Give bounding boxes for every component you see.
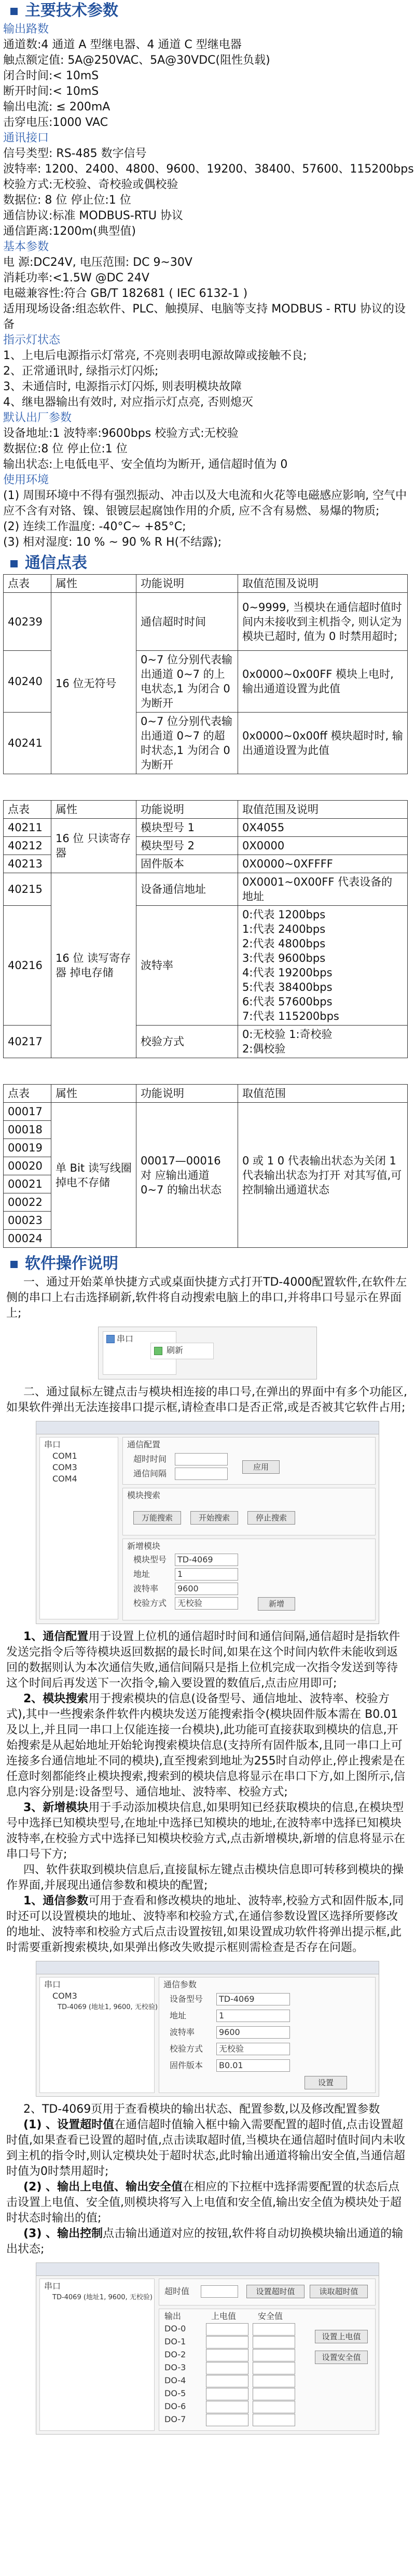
table-header-row: [4, 1085, 408, 1103]
port-root: 串口: [44, 1980, 61, 1989]
table-header-cell: 属性: [51, 575, 136, 593]
safe-value-select[interactable]: [253, 2388, 295, 2400]
spec-line: 消耗功率:<1.5W @DC 24V: [3, 272, 149, 284]
table-cell: 0X0000: [238, 837, 408, 855]
paragraph: (3) 、输出控制点击输出通道对应的按钮,软件将自动切换模块输出通道的输出状态;: [6, 2227, 404, 2256]
table-cell: 00017: [4, 1103, 51, 1121]
set-timeout-button[interactable]: 设置超时值: [246, 2285, 305, 2298]
table-cell: 40213: [4, 855, 51, 873]
field-label: 校验方式: [133, 1598, 167, 1608]
spec-line: 断开时间:< 10mS: [3, 85, 99, 98]
table-cell: 波特率: [136, 906, 238, 1026]
port-item[interactable]: COM3: [52, 1462, 77, 1472]
baud-option: 2:代表 4800bps: [242, 937, 326, 950]
subheading: 默认出厂参数: [3, 411, 72, 424]
baud-option: 0:代表 1200bps: [242, 908, 326, 921]
paragraph: 2、TD-4069页用于查看模块的输出状态、配置参数,以及修改配置参数: [23, 2103, 380, 2116]
table-cell: 模块型号 1: [136, 819, 238, 837]
spec-line: 电磁兼容性:符合 GB/T 182681 ( IEC 6132-1 ): [3, 287, 248, 300]
table-row: [4, 593, 408, 651]
section-point-table: [0, 552, 415, 1248]
table-cell: 模块型号 2: [136, 837, 238, 855]
square-bullet-icon: [10, 560, 18, 567]
table-cell: 单 Bit 读写线圈 掉电不存储: [51, 1103, 136, 1248]
safe-value-select[interactable]: [253, 2414, 295, 2426]
channel-row: DO-4: [159, 2374, 310, 2387]
table-cell: 40241: [4, 713, 51, 774]
subheading: 指示灯状态: [3, 334, 61, 347]
port-tree: [39, 1977, 158, 2093]
safe-value-select[interactable]: [253, 2375, 295, 2387]
power-on-select[interactable]: [206, 2362, 248, 2374]
panel-title: 通信配置: [127, 1440, 161, 1449]
timeout-panel: [159, 2279, 376, 2305]
baud-select[interactable]: 9600: [175, 1583, 238, 1595]
table-cell: 校验方式: [136, 1026, 238, 1058]
baud-option: 6:代表 57600bps: [242, 995, 333, 1008]
safe-value-select[interactable]: [253, 2401, 295, 2413]
table-header-cell: 取值范围及说明: [238, 575, 408, 593]
paragraph: 四、软件获取到模块信息后,直接鼠标左键点击模块信息即可转移到模块的操作界面,并展现出通信参数和模块的配置;: [6, 1863, 404, 1892]
channel-row: DO-0: [159, 2323, 310, 2336]
title-bar: [36, 2263, 379, 2276]
spec-line: 输出状态:上电低电平、安全值均为断开, 通信超时值为 0: [3, 458, 288, 471]
subheading: 输出路数: [3, 23, 49, 36]
table-cell: 40212: [4, 837, 51, 855]
field-label: 地址: [170, 2011, 187, 2020]
table-cell: 00024: [4, 1230, 51, 1248]
subheading: 通讯接口: [3, 132, 49, 145]
universal-search-button[interactable]: 万能搜索: [133, 1511, 181, 1525]
table-cell: 40217: [4, 1026, 51, 1058]
channel-row: DO-3: [159, 2361, 310, 2374]
table-cell: 00020: [4, 1157, 51, 1175]
table-cell: 0x0000~0x00ff 模块超时时, 输出通道设置为此值: [238, 713, 408, 774]
baud-option: 4:代表 19200bps: [242, 966, 333, 979]
panel-title: 通信参数: [163, 1980, 197, 1989]
table-cell: 0X0000~0XFFFF: [238, 855, 408, 873]
table-cell: 0 或 1 0 代表输出状态为关闭 1 代表输出状态为打开 对其写值,可控制输出通道状态: [238, 1103, 408, 1248]
spec-line: 电 源:DC24V, 电压范围: DC 9~30V: [3, 256, 192, 269]
paragraph: 一、通过开始菜单快捷方式或桌面快捷方式打开TD-4000配置软件,在软件左侧的串口上右击选择刷新,软件将自动搜索电脑上的串口,并将串口号显示在界面上;: [6, 1276, 407, 1320]
bold-term: 2、模块搜索: [23, 1692, 89, 1705]
safe-value-select[interactable]: [253, 2323, 295, 2336]
table-cell: 00018: [4, 1121, 51, 1139]
power-on-select[interactable]: [206, 2349, 248, 2361]
field-label: 设备型号: [170, 1994, 203, 2004]
timeout-value-input[interactable]: [201, 2285, 238, 2298]
table-header-cell: 属性: [51, 1085, 136, 1103]
spec-line: 3、未通信时, 电源指示灯闪烁, 则表明模块故障: [3, 380, 242, 393]
parity-option: 2:偶校验: [242, 1043, 286, 1055]
paragraph: (2) 、输出上电值、输出安全值在相应的下拉框中选择需要配置的状态后点击设置上电值、安全值,则模块将写入上电值和安全值,输出安全值为模块处于超时状态时输出的值;: [6, 2181, 402, 2225]
spec-line: 闭合时间:< 10mS: [3, 69, 99, 82]
address-select[interactable]: 1: [175, 1568, 238, 1581]
spec-line: 触点额定值: 5A@250VAC、5A@30VDC(阻性负载): [3, 54, 270, 67]
baud-option: 3:代表 9600bps: [242, 952, 326, 964]
spec-line: 输出电流: ≤ 200mA: [3, 101, 110, 113]
power-on-select[interactable]: [206, 2414, 248, 2426]
baud-option: 7:代表 115200bps: [242, 1010, 339, 1022]
bold-term: 1、通信参数: [23, 1895, 89, 1908]
table-header-row: [4, 575, 408, 593]
safe-value-select[interactable]: [253, 2362, 295, 2374]
field-label: 固件版本: [170, 2060, 203, 2070]
firmware-field: B0.01: [216, 2059, 290, 2072]
field-label: 波特率: [170, 2027, 195, 2037]
spec-line: 数据位: 8 位 停止位:1 位: [3, 194, 131, 207]
port-item[interactable]: COM3: [52, 1991, 77, 2001]
parity-field[interactable]: 无校验: [216, 2043, 290, 2055]
table-cell: 00022: [4, 1193, 51, 1212]
table-header-cell: 功能说明: [136, 575, 238, 593]
table-cell: 00017—00016 对 应输出通道 0~7 的输出状态: [136, 1103, 238, 1248]
table-cell: 40216: [4, 906, 51, 1026]
bold-term: (3) 、输出控制: [23, 2227, 103, 2240]
port-root: 串口: [44, 1440, 61, 1449]
module-item[interactable]: TD-4069 (地址1, 9600, 无校验): [58, 2003, 158, 2011]
table-cell: 40240: [4, 651, 51, 713]
table-cell: 0~7 位分别代表输出通道 0~7 的上电状态,1 为闭合 0 为断开: [136, 651, 238, 713]
port-tree: [39, 1437, 118, 1619]
spec-line: 设备地址:1 波特率:9600bps 校验方式:无校验: [3, 427, 239, 440]
table-header-cell: 取值范围及说明: [238, 801, 408, 819]
spec-line: (2) 连续工作温度: -40°C~ +85°C;: [3, 520, 186, 533]
refresh-icon: [154, 1347, 162, 1355]
safe-value-select[interactable]: [253, 2336, 295, 2349]
set-button[interactable]: 设置: [305, 2076, 347, 2089]
address-field[interactable]: 1: [216, 2010, 290, 2022]
port-item[interactable]: COM4: [52, 1474, 77, 1484]
power-on-select[interactable]: [206, 2401, 248, 2413]
bold-term: 1、通信配置: [23, 1630, 89, 1643]
table-header-cell: 属性: [51, 801, 136, 819]
screenshot-refresh: [98, 1327, 317, 1379]
menu-item-refresh[interactable]: 刷新: [167, 1345, 184, 1355]
baud-field[interactable]: 9600: [216, 2026, 290, 2039]
field-label: 超时值: [164, 2286, 190, 2296]
spec-line: 适用现场设备:组态软件、PLC、触摸屏、电脑等支持 MODBUS - RTU 协议的设备: [3, 303, 406, 331]
port-item[interactable]: COM1: [52, 1451, 77, 1461]
parity-select[interactable]: 无校验: [175, 1597, 238, 1610]
channel-row: DO-2: [159, 2349, 310, 2361]
apply-button[interactable]: 应用: [242, 1460, 280, 1474]
channel-row: DO-6: [159, 2400, 310, 2413]
table-cell: 0x0000~0x00FF 模块上电时, 输出通道设置为此值: [238, 651, 408, 713]
table-cell: 40211: [4, 819, 51, 837]
folder-icon: [106, 1335, 115, 1343]
channel-row: DO-1: [159, 2336, 310, 2349]
table-cell: 通信超时时间: [136, 593, 238, 651]
spacer: [0, 1058, 415, 1084]
col-header: 输出: [164, 2311, 182, 2321]
spec-line: 数据位:8 位 停止位:1 位: [3, 443, 128, 456]
spec-line: (1) 周围环境中不得有强烈振动、冲击以及大电流和火花等电磁感应影响, 空气中应不含有对铬、镍、银镀层起腐蚀作用的介质, 应不含有易燃、易爆的物质;: [3, 489, 407, 518]
section-title: 软件操作说明: [0, 1253, 415, 1275]
set-safe-value-button[interactable]: 设置安全值: [315, 2351, 368, 2364]
table-cell: 16 位 只读寄存器: [51, 819, 136, 873]
field-label: 超时时间: [133, 1454, 167, 1464]
channel-row: DO-7: [159, 2413, 310, 2426]
read-timeout-button[interactable]: 读取超时值: [310, 2285, 368, 2298]
table-cell: 0~7 位分别代表输出通道 0~7 的超时状态,1 为闭合 0 为断开: [136, 713, 238, 774]
table-cell: 设备通信地址: [136, 873, 238, 906]
table-cell: 0~9999, 当模块在通信超时值时间内未接收到主机指令, 则认定为模块已超时, 值为 0 时禁用超时;: [238, 593, 408, 651]
field-label: 波特率: [133, 1584, 159, 1593]
table-cell: 00019: [4, 1139, 51, 1157]
col-header: 上电值: [211, 2311, 237, 2321]
table-cell: [238, 1026, 408, 1058]
port-root: 串口: [44, 2281, 61, 2291]
paragraph: 二、通过鼠标左键点击与模块相连接的串口号,在弹出的界面中有多个功能区,如果软件弹出无法连接串口提示框,请检查串口是否正常,或是否被其它软件占用;: [6, 1386, 407, 1414]
model-select[interactable]: TD-4069: [175, 1554, 238, 1566]
power-on-select[interactable]: [206, 2323, 248, 2336]
paragraph: 2、模块搜索用于搜索模块的信息(设备型号、通信地址、波特率、校验方式),其中一些搜索条件软件内模块发送万能搜索指令(模块固件版本需在 B0.01及以上,并且同一串口上仅能连接一台模块),此功能可直接获取到模块的信息,开始搜索是从起始地址开始轮询搜索模块信息(支持所有固件版本,且同一串口上可连接多台通信地址不同的模块),直至搜索到地址为255时自动停止,停止搜索是在任意时刻都能终止模块搜索,搜索到的模块信息将显示在串口下方,如上图所示,信息内容分别是:设备型号、通信地址、波特率、校验方式;: [6, 1692, 405, 1799]
module-search-panel: [122, 1488, 376, 1535]
panel-title: 新增模块: [127, 1541, 161, 1551]
bold-term: (2) 、输出上电值、输出安全值: [23, 2181, 183, 2194]
field-label: 地址: [133, 1569, 150, 1579]
table-row: [4, 1103, 408, 1121]
spec-line: 击穿电压:1000 VAC: [3, 116, 108, 129]
port-label: 串口: [117, 1334, 134, 1344]
comm-params-panel: [159, 1977, 376, 2093]
section-tech-params: [0, 0, 415, 550]
table-header-cell: 取值范围: [238, 1085, 408, 1103]
spec-line: 波特率: 1200、2400、4800、9600、19200、38400、57600、115200bps: [3, 163, 414, 176]
table-cell: 16 位无符号: [51, 593, 136, 774]
add-module-button[interactable]: 新增: [258, 1597, 295, 1611]
subheading: 使用环境: [3, 474, 49, 487]
table-row: [4, 873, 408, 906]
section-software: [0, 1253, 415, 2435]
coil-table: [3, 1084, 408, 1248]
table-row: [4, 819, 408, 837]
bold-term: 3、新增模块: [23, 1801, 89, 1814]
col-header: 安全值: [258, 2311, 283, 2321]
spec-line: 1、上电后电源指示灯常亮, 不亮则表明电源故障或接触不良;: [3, 349, 307, 362]
screenshot-output-config: [36, 2262, 379, 2435]
power-on-select[interactable]: [206, 2336, 248, 2349]
section-title: 主要技术参数: [0, 0, 415, 22]
stop-search-button[interactable]: 停止搜索: [247, 1511, 295, 1525]
title-bar: [36, 1421, 379, 1434]
spec-line: 通道数:4 通道 A 型继电器、4 通道 C 型继电器: [3, 38, 242, 51]
spec-line: 2、正常通讯时, 绿指示灯闪烁;: [3, 365, 159, 378]
table-cell: 0X4055: [238, 819, 408, 837]
spec-line: 信号类型: RS-485 数字信号: [3, 147, 147, 160]
table-header-cell: 点表: [4, 801, 51, 819]
safe-value-select[interactable]: [253, 2349, 295, 2361]
paragraph: 1、通信参数可用于查看和修改模块的地址、波特率,校验方式和固件版本,同时还可以设置模块的地址、波特率和校验方式,在通信参数设置区选择所要修改的地址、波特率和校验方式后点击设置按钮,如果设置成功软件将弹出提示框,此时需要重新搜索模块,如果弹出修改失败提示框则需检查是否存在问题。: [6, 1895, 404, 1954]
title-bar: [36, 1961, 379, 1974]
start-search-button[interactable]: 开始搜索: [190, 1511, 238, 1525]
table-cell: 40239: [4, 593, 51, 651]
table-cell: 0X0001~0X00FF 代表设备的地址: [238, 873, 408, 906]
spec-line: 4、继电器输出有效时, 对应指示灯点亮, 否则熄灭: [3, 396, 253, 409]
section-title: 通信点表: [0, 552, 415, 574]
table-header-cell: 点表: [4, 1085, 51, 1103]
register-table-1: [3, 574, 408, 774]
screenshot-main-window: [36, 1421, 379, 1624]
table-header-cell: 点表: [4, 575, 51, 593]
channel-list: [159, 2323, 310, 2426]
table-header-cell: 功能说明: [136, 801, 238, 819]
square-bullet-icon: [10, 8, 18, 15]
paragraph: 3、新增模块用于手动添加模块信息,如果明知已经获取模块的信息,在模块型号中选择已知模块型号,在地址中选择已知模块的地址,在波特率中选择已知模块波特率,在校验方式中选择已知模块校验方式,点击新增模块,新增的信息将显示在串口号下方;: [6, 1801, 405, 1861]
add-module-panel: [122, 1539, 376, 1620]
port-tree: [39, 2279, 155, 2431]
module-item[interactable]: TD-4069 (地址1, 9600, 无校验): [52, 2294, 153, 2301]
paragraph: 1、通信配置用于设置上位机的通信超时时间和通信间隔,通信超时是指软件发送完指令后等待模块返回数据的最长时间,如果在这个时间内软件未能收到返回的数据则认为本次通信失败,通信间隔只是指上位机完成一次指令发送到等待这个时间后再发送下一次指令,输入要设置的数值后,点击应用即可;: [6, 1630, 400, 1690]
timeout-input[interactable]: [175, 1453, 228, 1465]
table-cell: 16 位 读写寄存器 掉电存储: [51, 873, 136, 1058]
table-header-row: [4, 801, 408, 819]
register-table-2: [3, 800, 408, 1058]
channel-row: DO-5: [159, 2387, 310, 2400]
table-cell: 固件版本: [136, 855, 238, 873]
interval-input[interactable]: [175, 1468, 228, 1480]
table-cell: 00021: [4, 1175, 51, 1193]
square-bullet-icon: [10, 1261, 18, 1268]
power-on-select[interactable]: [206, 2375, 248, 2387]
spec-line: 通信协议:标准 MODBUS-RTU 协议: [3, 209, 183, 222]
table-header-cell: 功能说明: [136, 1085, 238, 1103]
table-cell: 00023: [4, 1212, 51, 1230]
field-label: 模块型号: [133, 1555, 167, 1564]
comm-config-panel: [122, 1437, 376, 1485]
screenshot-comm-params: [36, 1961, 379, 2097]
spec-line: (3) 相对湿度: 10 % ~ 90 % R H(不结露);: [3, 536, 222, 549]
context-menu: [150, 1343, 214, 1359]
spec-line: 通信距离:1200m(典型值): [3, 225, 136, 238]
set-power-on-button[interactable]: 设置上电值: [315, 2330, 368, 2343]
table-cell: [238, 906, 408, 1026]
paragraph: (1) 、设置超时值在通信超时值输入框中输入需要配置的超时值,点击设置超时值,如果查看已设置的超时值,点击读取超时值,当模块在通信超时值时间内未收到主机的指令时,则认定模块处于超时状态,此时输出通道将输出安全值,当通信超时值为0时禁用超时;: [6, 2118, 405, 2178]
panel-title: 模块搜索: [127, 1490, 161, 1500]
bold-term: (1) 、设置超时值: [23, 2118, 115, 2131]
baud-option: 1:代表 2400bps: [242, 923, 326, 935]
spacer: [0, 774, 415, 800]
baud-option: 5:代表 38400bps: [242, 981, 333, 993]
spec-line: 校验方式:无校验、奇校验或偶校验: [3, 178, 178, 191]
table-cell: 40215: [4, 873, 51, 906]
parity-option: 0:无校验 1:奇校验: [242, 1028, 333, 1041]
subheading: 基本参数: [3, 240, 49, 253]
field-label: 通信间隔: [133, 1469, 167, 1478]
model-field: TD-4069: [216, 1993, 290, 2005]
output-panel: [159, 2309, 376, 2431]
field-label: 校验方式: [170, 2044, 203, 2054]
power-on-select[interactable]: [206, 2388, 248, 2400]
